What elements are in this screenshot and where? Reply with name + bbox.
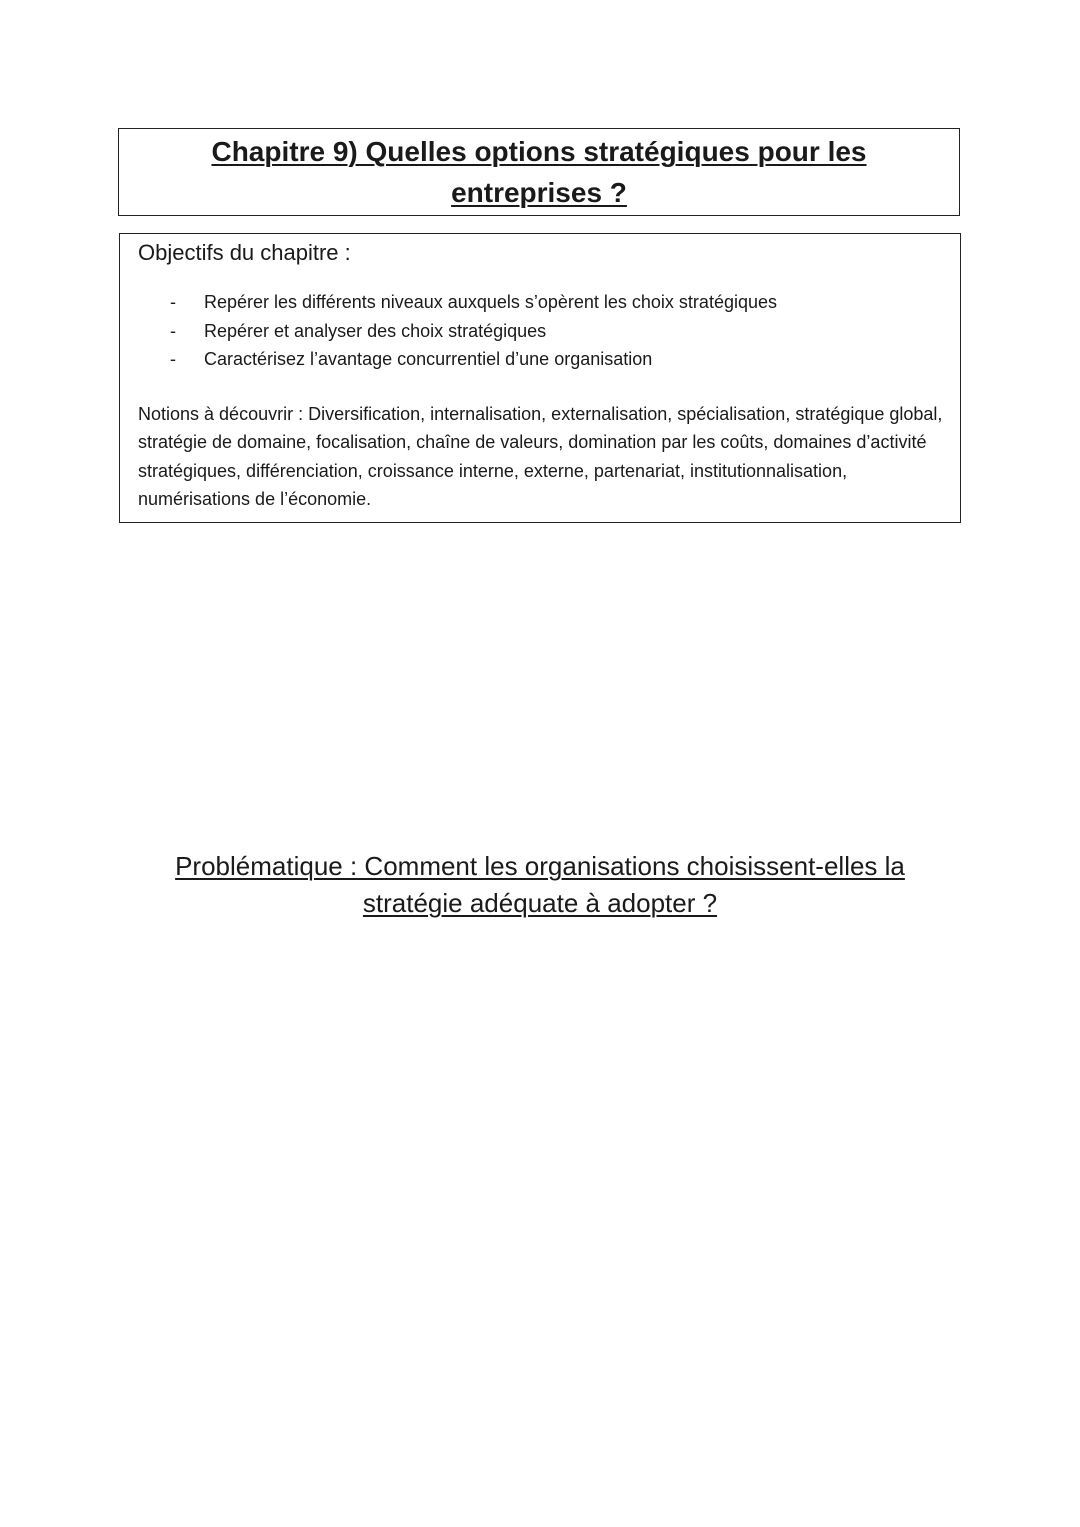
objective-text: Caractérisez l’avantage concurrentiel d’une organisation [204, 349, 653, 369]
objectives-box [119, 233, 961, 523]
objective-text: Repérer et analyser des choix stratégiques [204, 320, 547, 341]
objective-item [138, 345, 942, 374]
problematique-text: Problématique : Comment les organisations choisissent-elles la stratégie adéquate à adopter ? [175, 851, 905, 918]
objectives-list [138, 288, 942, 374]
objective-text: Repérer les différents niveaux auxquels s’opèrent les choix stratégiques [204, 292, 777, 312]
objective-item [138, 317, 942, 346]
chapter-title-box [118, 128, 960, 216]
objective-item [138, 288, 942, 317]
objectives-heading: Objectifs du chapitre : [138, 240, 351, 265]
bullet-dash: - [170, 320, 176, 341]
bullet-dash: - [170, 292, 176, 312]
problematique-box [140, 848, 940, 922]
bullet-dash: - [170, 349, 176, 369]
notions-paragraph: Notions à découvrir : Diversification, internalisation, externalisation, spécialisation, stratégique global, stratégie de domaine, focalisation, chaîne de valeurs, domination par les coûts, domaines d’activité stratégiques, différenciation, croissance interne, externe, partenariat, institutionnalisation, numérisations de l’économie. [138, 403, 943, 509]
chapter-title: Chapitre 9) Quelles options stratégiques pour les entreprises ? [211, 136, 867, 208]
